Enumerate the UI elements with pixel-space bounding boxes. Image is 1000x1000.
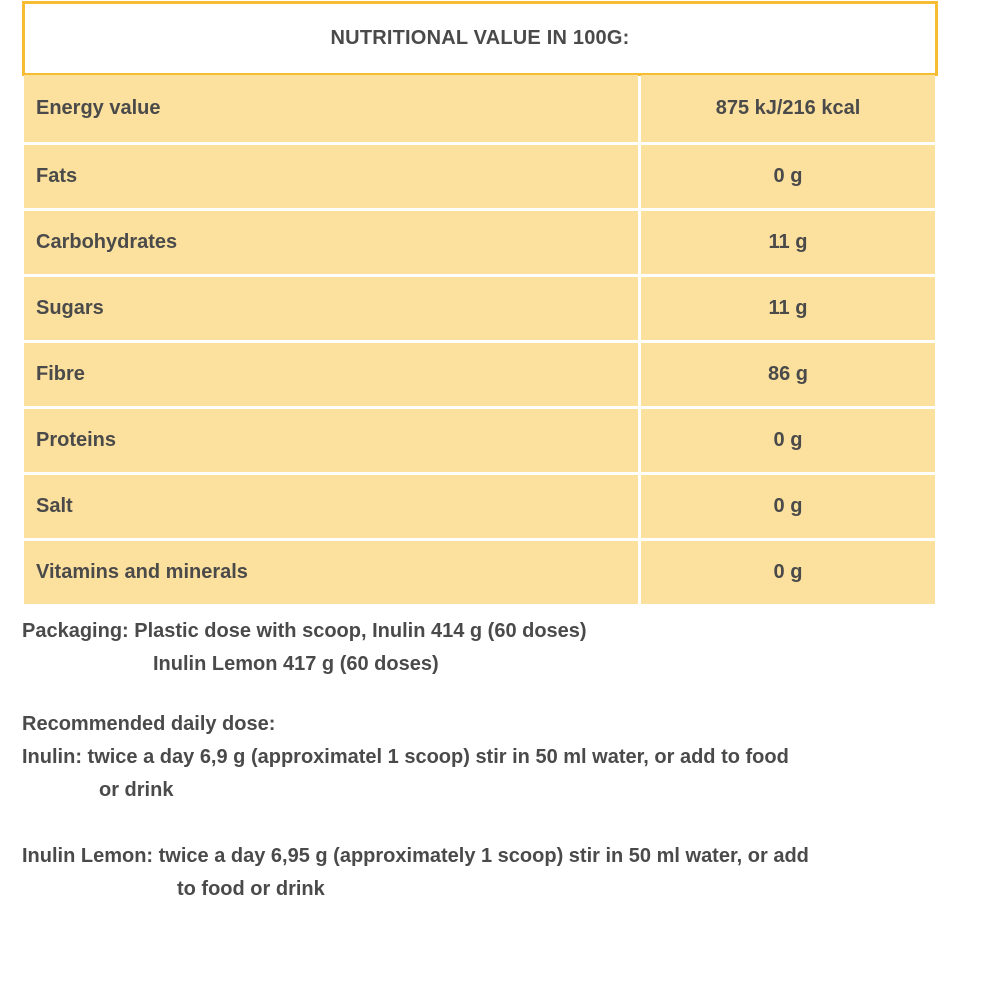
row-label: Sugars (24, 277, 638, 340)
packaging-line-continued: Inulin Lemon 417 g (60 doses) (153, 653, 439, 675)
table-row (24, 541, 935, 604)
lemon-dose-line-continued: to food or drink (177, 878, 325, 900)
row-label: Vitamins and minerals (24, 541, 638, 604)
row-label: Salt (24, 475, 638, 538)
row-label: Proteins (24, 409, 638, 472)
table-row (24, 475, 935, 538)
row-label: Fibre (24, 343, 638, 406)
nutrition-table-title-box (22, 1, 938, 76)
lemon-dose-line: Inulin Lemon: twice a day 6,95 g (approximately 1 scoop) stir in 50 ml water, or add (22, 845, 809, 867)
row-value: 11 g (641, 277, 935, 340)
row-value: 875 kJ/216 kcal (641, 75, 935, 142)
product-notes (22, 615, 962, 906)
nutrition-table-title: NUTRITIONAL VALUE IN 100G: (330, 27, 630, 49)
table-row (24, 277, 935, 340)
table-row (24, 409, 935, 472)
nutrition-table (24, 75, 935, 604)
table-row (24, 145, 935, 208)
row-label: Carbohydrates (24, 211, 638, 274)
packaging-line: Packaging: Plastic dose with scoop, Inulin 414 g (60 doses) (22, 620, 587, 642)
row-value: 0 g (641, 409, 935, 472)
inulin-dose-line-continued: or drink (99, 779, 174, 801)
table-row (24, 343, 935, 406)
row-value: 0 g (641, 145, 935, 208)
table-row (24, 211, 935, 274)
table-row (24, 75, 935, 142)
row-label: Energy value (24, 75, 638, 142)
row-label: Fats (24, 145, 638, 208)
row-value: 0 g (641, 541, 935, 604)
row-value: 86 g (641, 343, 935, 406)
row-value: 11 g (641, 211, 935, 274)
row-value: 0 g (641, 475, 935, 538)
dose-heading: Recommended daily dose: (22, 713, 276, 735)
inulin-dose-line: Inulin: twice a day 6,9 g (approximatel 1 scoop) stir in 50 ml water, or add to food (22, 746, 789, 768)
